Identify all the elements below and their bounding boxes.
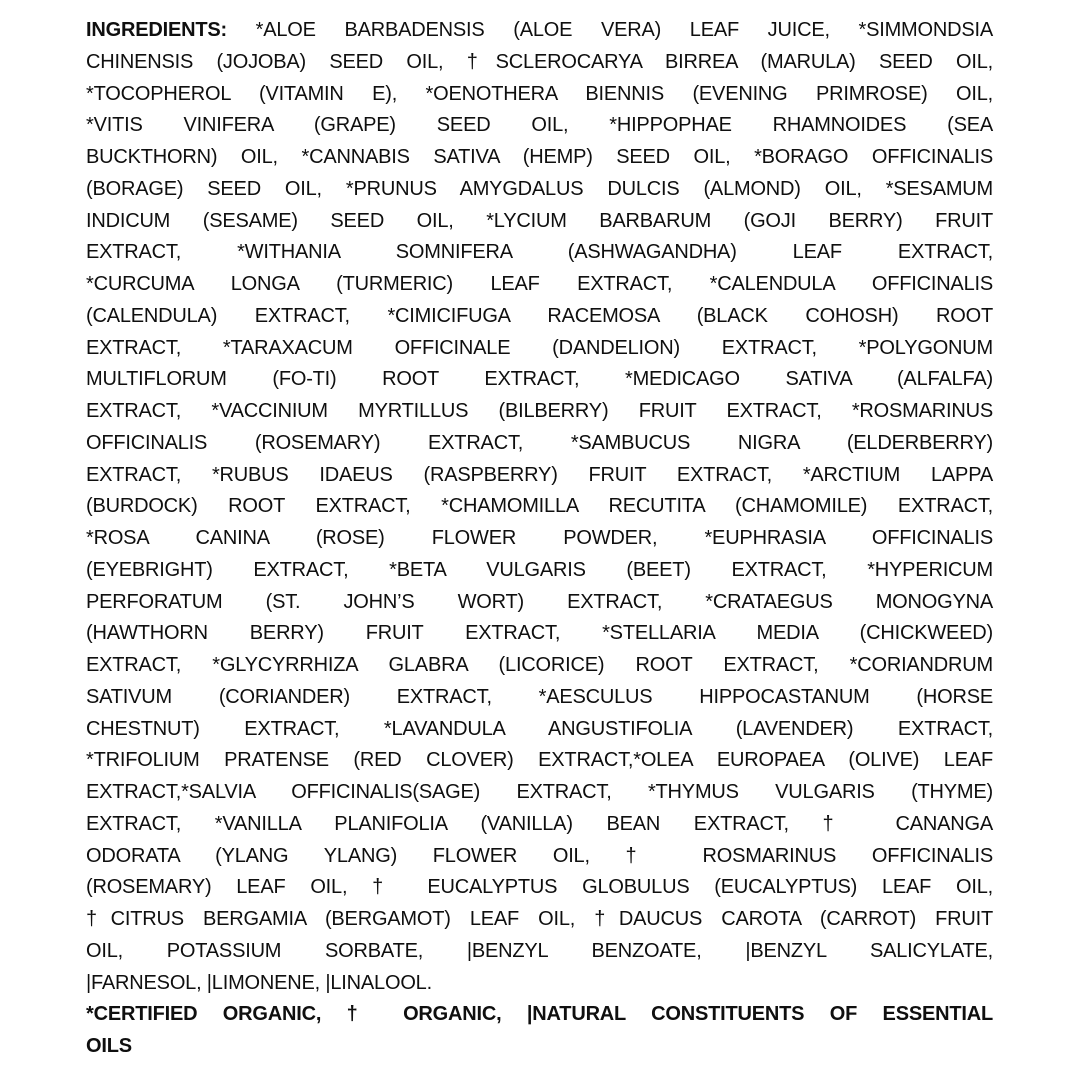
text-line: *ROSA CANINA (ROSE) FLOWER POWDER, *EUPHRASIA OFFICINALIS bbox=[86, 527, 993, 549]
text-line: BUCKTHORN) OIL, *CANNABIS SATIVA (HEMP) SEED OIL, *BORAGO OFFICINALIS bbox=[86, 146, 993, 168]
legend-line-2: OILS bbox=[86, 1035, 132, 1057]
text-line-ingredients-start bbox=[86, 15, 993, 47]
text-line: EXTRACT,*SALVIA OFFICINALIS(SAGE) EXTRACT, *THYMUS VULGARIS (THYME) bbox=[86, 781, 993, 803]
text-line-ingredients-end: |FARNESOL, |LIMONENE, |LINALOOL. bbox=[86, 971, 432, 994]
text-line: (EYEBRIGHT) EXTRACT, *BETA VULGARIS (BEET) EXTRACT, *HYPERICUM bbox=[86, 558, 993, 581]
text-line: *VITIS VINIFERA (GRAPE) SEED OIL, *HIPPOPHAE RHAMNOIDES (SEA bbox=[86, 114, 993, 137]
ingredients-first-line-text: *ALOE BARBADENSIS (ALOE VERA) LEAF JUICE, *SIMMONDSIA bbox=[255, 19, 993, 41]
text-line: *TRIFOLIUM PRATENSE (RED CLOVER) EXTRACT,*OLEA EUROPAEA (OLIVE) LEAF bbox=[86, 749, 993, 772]
text-line: (HAWTHORN BERRY) FRUIT EXTRACT, *STELLARIA MEDIA (CHICKWEED) bbox=[86, 622, 993, 645]
text-line: PERFORATUM (ST. JOHN’S WORT) EXTRACT, *CRATAEGUS MONOGYNA bbox=[86, 590, 993, 613]
text-line: OIL, POTASSIUM SORBATE, |BENZYL BENZOATE, |BENZYL SALICYLATE, bbox=[86, 939, 993, 962]
text-line: EXTRACT, *GLYCYRRHIZA GLABRA (LICORICE) ROOT EXTRACT, *CORIANDRUM bbox=[86, 654, 993, 676]
text-line: INDICUM (SESAME) SEED OIL, *LYCIUM BARBARUM (GOJI BERRY) FRUIT bbox=[86, 209, 993, 232]
text-line: EXTRACT, *VACCINIUM MYRTILLUS (BILBERRY) FRUIT EXTRACT, *ROSMARINUS bbox=[86, 400, 993, 422]
text-line: *CURCUMA LONGA (TURMERIC) LEAF EXTRACT, *CALENDULA OFFICINALIS bbox=[86, 273, 993, 295]
text-line: CHINENSIS (JOJOBA) SEED OIL, †SCLEROCARYA BIRREA (MARULA) SEED OIL, bbox=[86, 50, 993, 73]
text-line: EXTRACT, *VANILLA PLANIFOLIA (VANILLA) BEAN EXTRACT, † CANANGA bbox=[86, 812, 993, 835]
text-line: EXTRACT, *RUBUS IDAEUS (RASPBERRY) FRUIT EXTRACT, *ARCTIUM LAPPA bbox=[86, 463, 993, 486]
text-line: ODORATA (YLANG YLANG) FLOWER OIL, † ROSMARINUS OFFICINALIS bbox=[86, 844, 993, 867]
text-line: (BORAGE) SEED OIL, *PRUNUS AMYGDALUS DULCIS (ALMOND) OIL, *SESAMUM bbox=[86, 177, 993, 200]
text-line: *TOCOPHEROL (VITAMIN E), *OENOTHERA BIENNIS (EVENING PRIMROSE) OIL, bbox=[86, 82, 993, 105]
text-line: CHESTNUT) EXTRACT, *LAVANDULA ANGUSTIFOLIA (LAVENDER) EXTRACT, bbox=[86, 717, 993, 740]
text-line: SATIVUM (CORIANDER) EXTRACT, *AESCULUS HIPPOCASTANUM (HORSE bbox=[86, 685, 993, 708]
text-line: (ROSEMARY) LEAF OIL, † EUCALYPTUS GLOBULUS (EUCALYPTUS) LEAF OIL, bbox=[86, 876, 993, 899]
ingredients-heading: INGREDIENTS: bbox=[86, 19, 227, 41]
text-line: †CITRUS BERGAMIA (BERGAMOT) LEAF OIL, †DAUCUS CAROTA (CARROT) FRUIT bbox=[86, 908, 993, 930]
text-line: EXTRACT, *WITHANIA SOMNIFERA (ASHWAGANDHA) LEAF EXTRACT, bbox=[86, 241, 993, 264]
text-line: (BURDOCK) ROOT EXTRACT, *CHAMOMILLA RECUTITA (CHAMOMILE) EXTRACT, bbox=[86, 495, 993, 518]
text-line: MULTIFLORUM (FO-TI) ROOT EXTRACT, *MEDICAGO SATIVA (ALFALFA) bbox=[86, 368, 993, 391]
legend-line-1: *CERTIFIED ORGANIC, † ORGANIC, |NATURAL CONSTITUENTS OF ESSENTIAL bbox=[86, 1003, 993, 1026]
text-line: OFFICINALIS (ROSEMARY) EXTRACT, *SAMBUCUS NIGRA (ELDERBERRY) bbox=[86, 431, 993, 454]
text-line: EXTRACT, *TARAXACUM OFFICINALE (DANDELION) EXTRACT, *POLYGONUM bbox=[86, 336, 993, 359]
text-line: (CALENDULA) EXTRACT, *CIMICIFUGA RACEMOSA (BLACK COHOSH) ROOT bbox=[86, 304, 993, 327]
